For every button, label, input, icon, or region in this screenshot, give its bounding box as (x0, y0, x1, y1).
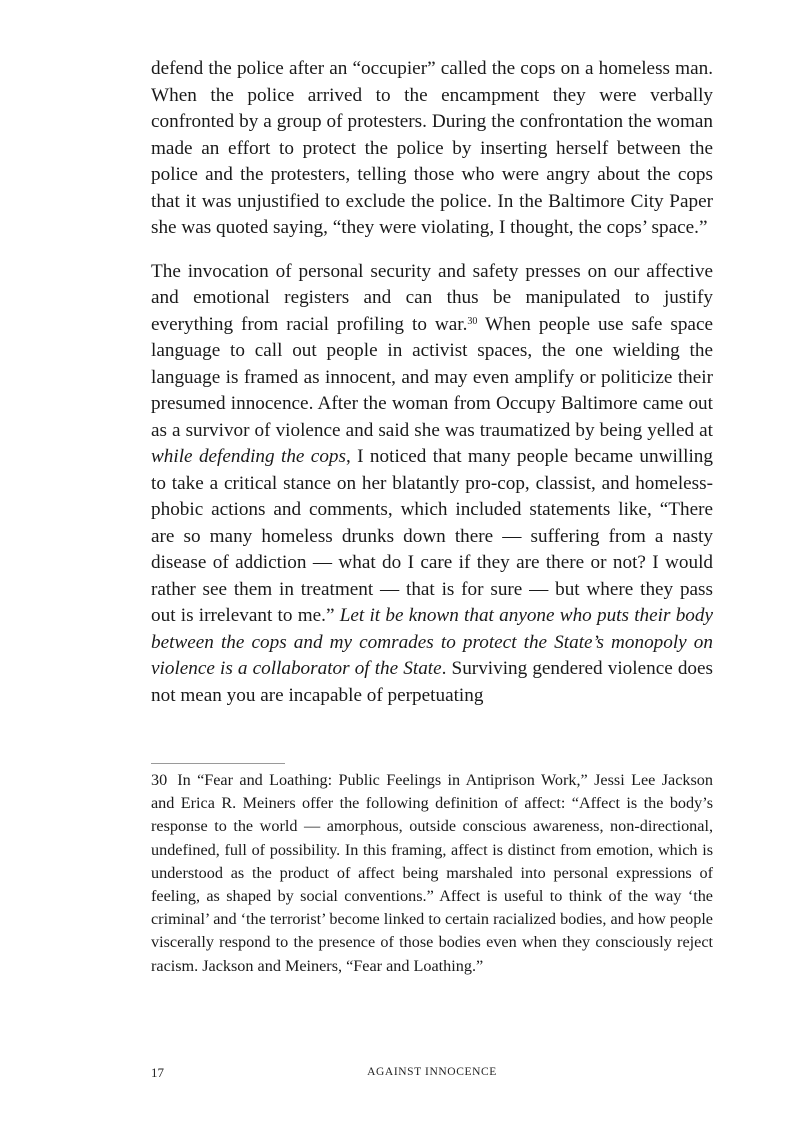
paragraph-2-text-3: , I noticed that many people became unwilling to take a critical stance on her blatantly pro-cop, classist, and homeless-phobic actions and comments, which included statements like, “There are so many homeless drunks down there — suffering from a nasty disease of addiction — what do I care if they are there or not? I would rather see them in treatment — that is for sure — but where they pass out is irrelevant to me.” (151, 446, 713, 626)
running-head: AGAINST INNOCENCE (367, 1066, 497, 1078)
paragraph-2-text-4: . Surviving gendered violence does not mean you are incapable of perpetuating (151, 658, 713, 706)
paragraph-2 (151, 259, 713, 710)
page-number: 17 (151, 1065, 164, 1080)
footnote-divider (151, 763, 285, 764)
main-text (151, 56, 713, 709)
footnote (151, 769, 713, 978)
footnote-text: In “Fear and Loathing: Public Feelings in Antiprison Work,” Jessi Lee Jackson and Erica R. Meiners offer the following definition of affect: “Affect is the body’s response to the world — amorphous, outside conscious awareness, non-directional, undefined, full of possibility. In this framing, affect is distinct from emotion, which is understood as the product of affect being marshaled into personal expressions of feeling, as shaped by social conventions.” Affect is useful to think of the way ‘the criminal’ and ‘the terrorist’ become linked to certain racialized bodies, and how people viscerally respond to the presence of those bodies even when they consciously reject racism. Jackson and Meiners, “Fear and Loathing.” (151, 771, 713, 975)
paragraph-2-text-1: The invocation of personal security and safety presses on our affective and emotional registers and can thus be manipulated to justify everything from racial profiling to war. (151, 260, 713, 335)
paragraph-1: defend the police after an “occupier” called the cops on a homeless man. When the police arrived to the encampment they were verbally confronted by a group of protesters. During the confrontation the woman made an effort to protect the police by inserting herself between the police and the protesters, telling those who were angry about the cops that it was unjustified to exclude the police. In the Baltimore City Paper she was quoted saying, “they were violating, I thought, the cops’ space.” (151, 58, 713, 238)
paragraph-2-text-2: When people use safe space language to call out people in activist spaces, the one wielding the language is framed as innocent, and may even amplify or politicize their presumed innocence. After the woman from Occupy Baltimore came out as a survivor of violence and said she was traumatized by being yelled at (151, 313, 713, 441)
footnote-number: 30 (151, 771, 168, 789)
footnote-reference[interactable]: 30 (467, 315, 478, 327)
paragraph-2-italic-1: while defending the cops (151, 446, 346, 467)
paragraph-2-italic-2: Let it be known that anyone who puts their body between the cops and my comrades to protect the State’s monopoly on violence is a collaborator of the State (151, 605, 713, 679)
